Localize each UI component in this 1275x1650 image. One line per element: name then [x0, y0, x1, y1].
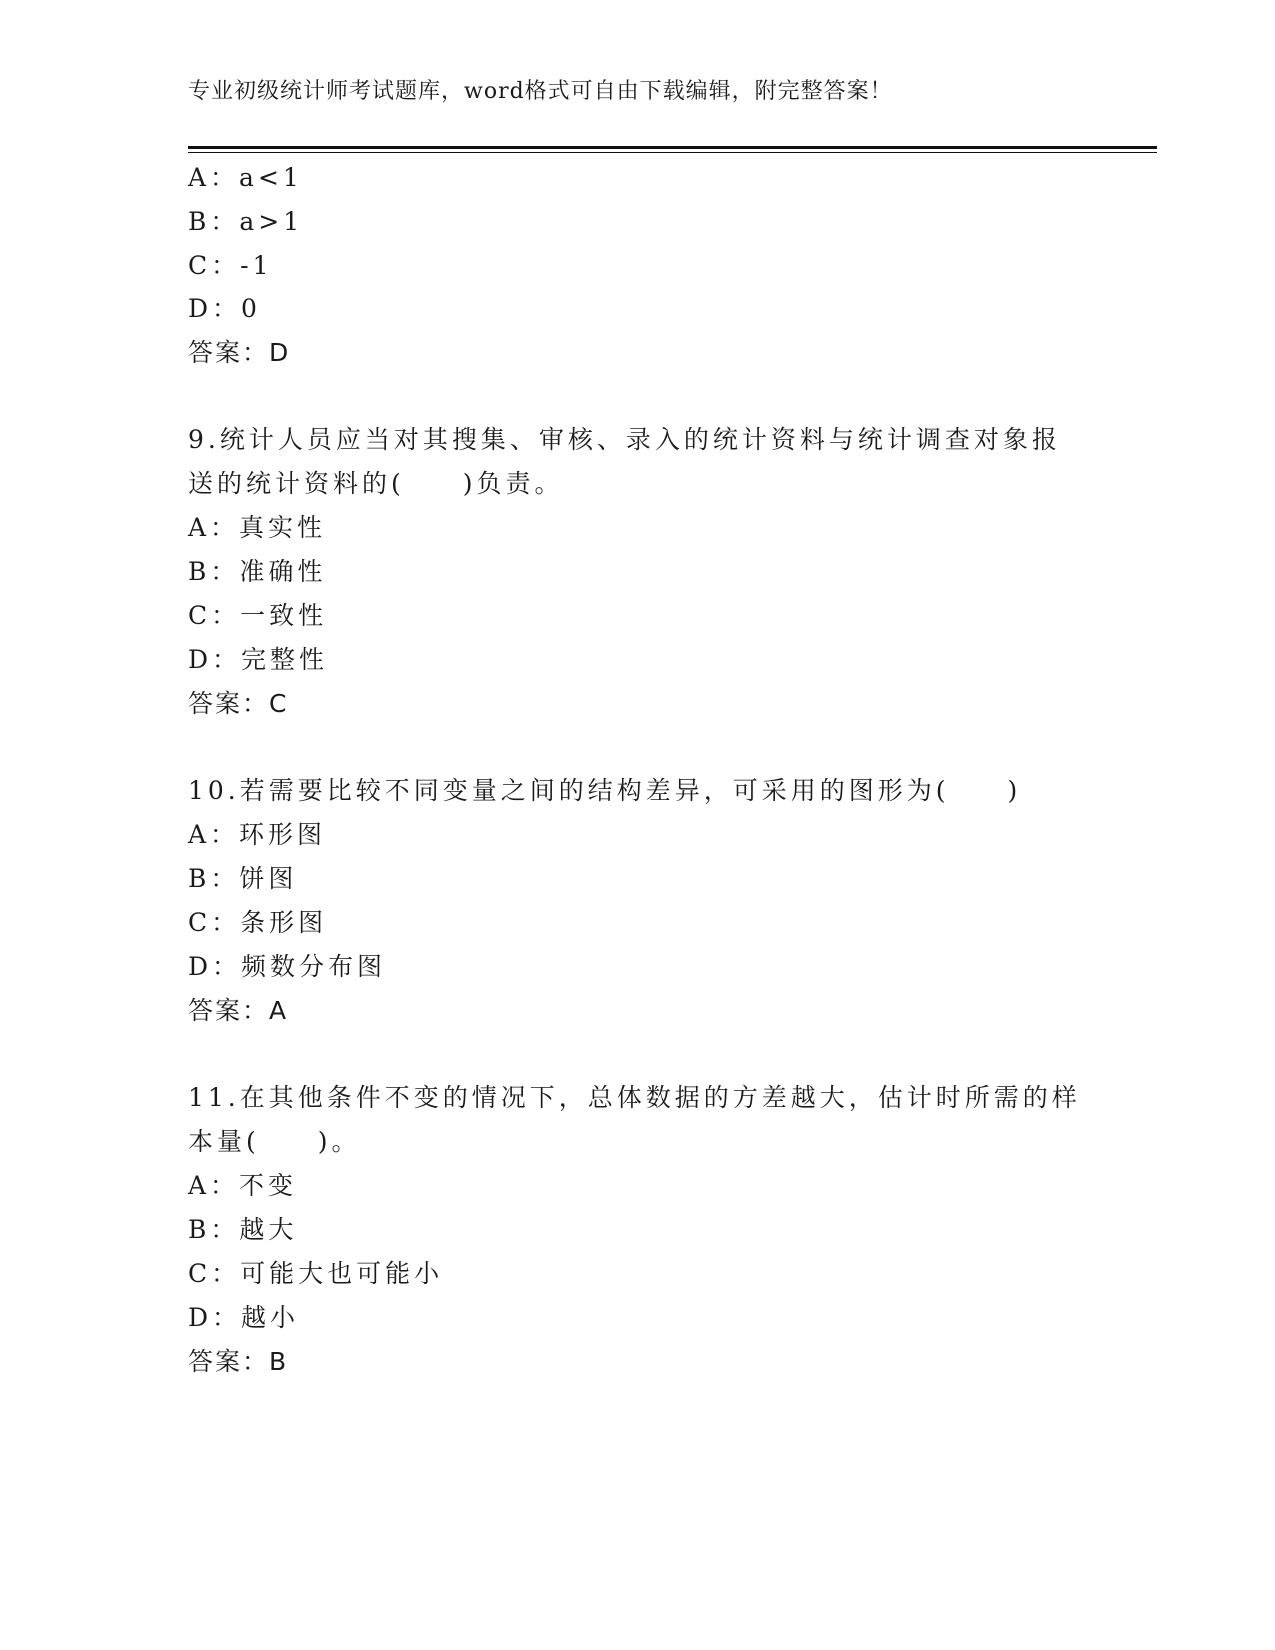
- option-b: B：准确性: [188, 557, 327, 586]
- option-d: D：0: [188, 294, 261, 323]
- option-d: D：越小: [188, 1303, 300, 1332]
- question-stem: 本量( )。: [188, 1127, 361, 1156]
- option-a: A：环形图: [188, 820, 327, 849]
- option-a: A：a<1: [188, 163, 303, 192]
- option-c: C：-1: [188, 251, 273, 280]
- option-c: C：一致性: [188, 601, 328, 630]
- answer: 答案：B: [188, 1347, 289, 1376]
- question-stem: 9.统计人员应当对其搜集、审核、录入的统计资料与统计调查对象报: [188, 425, 1061, 454]
- option-b: B：a>1: [188, 207, 304, 236]
- header-rule-thin: [188, 152, 1157, 153]
- question-stem: 送的统计资料的( )负责。: [188, 469, 564, 498]
- option-d: D：频数分布图: [188, 952, 387, 981]
- option-c: C：可能大也可能小: [188, 1259, 444, 1288]
- answer: 答案：A: [188, 996, 289, 1025]
- answer: 答案：D: [188, 338, 291, 367]
- option-a: A：不变: [188, 1171, 298, 1200]
- option-b: B：饼图: [188, 864, 298, 893]
- question-stem: 11.在其他条件不变的情况下，总体数据的方差越大，估计时所需的样: [188, 1083, 1081, 1112]
- option-b: B：越大: [188, 1215, 298, 1244]
- answer: 答案：C: [188, 689, 289, 718]
- header-rule-thick: [188, 146, 1157, 149]
- option-c: C：条形图: [188, 908, 328, 937]
- document-header: 专业初级统计师考试题库，word格式可自由下载编辑，附完整答案！: [188, 79, 893, 104]
- option-d: D：完整性: [188, 645, 329, 674]
- question-stem: 10.若需要比较不同变量之间的结构差异，可采用的图形为( ): [188, 776, 1022, 805]
- option-a: A：真实性: [188, 513, 327, 542]
